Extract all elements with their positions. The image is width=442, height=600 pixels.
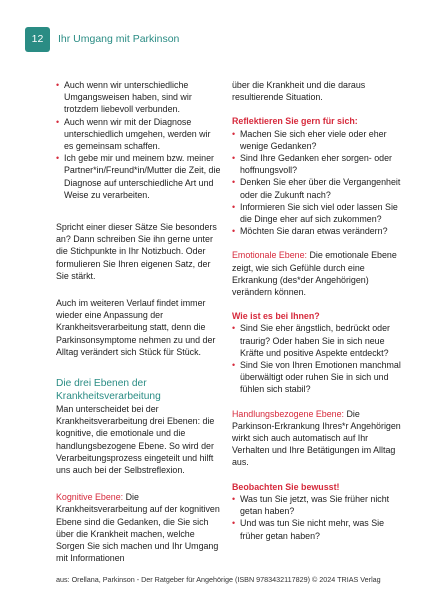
list-item: • Sind Sie von Ihren Emotionen manchmal überwältigt oder ruhen Sie in sich und fühlen sich stabil? bbox=[232, 359, 404, 396]
right-column bbox=[232, 79, 404, 542]
emotional-label: Emotionale Ebene: bbox=[232, 250, 307, 261]
section-title: Die drei Ebenen der Krankheitsverarbeitung bbox=[56, 378, 161, 402]
page-number: 12 bbox=[25, 27, 50, 52]
action-text: Die Parkinson-Erkrankung Ihres*r Angehörigen wirkt sich auch automatisch auf Ihr Verhalten und Ihre Betätigungen im Alltag aus. bbox=[232, 408, 401, 468]
list-item: • Sind Sie eher ängstlich, bedrückt oder traurig? Oder haben Sie in sich neue Kräfte und positive Aspekte entdeckt? bbox=[232, 322, 404, 359]
list-item: • Ich gebe mir und meinem bzw. meiner Partner*in/Freund*in/Mutter die Zeit, die Diagnose auf unterschiedliche Art und Weise zu verarbeiten. bbox=[56, 152, 222, 201]
reflect-list bbox=[232, 128, 404, 238]
list-item: • Und was tun Sie nicht mehr, was Sie früher getan haben? bbox=[232, 517, 404, 541]
paragraph bbox=[232, 408, 404, 469]
paragraph: über die Krankheit und die daraus resultierende Situation. bbox=[232, 80, 366, 103]
affirmation-list bbox=[56, 79, 222, 201]
paragraph: Man unterscheidet bei der Krankheitsverarbeitung drei Ebenen: die kognitive, die emotionale und die handlungsbezogene Ebene. So wird der Verarbeitungsprozess eingeteilt und hilft uns auch bei der Selbstreflexion. bbox=[56, 404, 215, 476]
action-label: Handlungsbezogene Ebene: bbox=[232, 408, 345, 419]
list-item: • Sind Ihre Gedanken eher sorgen- oder hoffnungsvoll? bbox=[232, 152, 404, 176]
list-item: • Auch wenn wir mit der Diagnose unterschiedlich umgehen, werden wir es gemeinsam schaffen. bbox=[56, 116, 222, 153]
emotional-text: Die emotionale Ebene zeigt, wie sich Gefühle durch eine Erkrankung (des*der Angehörigen) verändern können. bbox=[232, 250, 397, 298]
list-item: • Machen Sie sich eher viele oder eher wenige Gedanken? bbox=[232, 128, 404, 152]
paragraph: Auch im weiteren Verlauf findet immer wieder eine Anpassung der Krankheitsverarbeitung statt, denn die Parkinsonsymptome nehmen zu und der Alltag verändert sich Stück für Stück. bbox=[56, 298, 216, 357]
list-item: • Denken Sie eher über die Vergangenheit oder die Zukunft nach? bbox=[232, 176, 404, 200]
paragraph: Spricht einer dieser Sätze Sie besonders an? Dann schreiben Sie ihn gerne unter die Stichpunkte in Ihr Notizbuch. Oder formulieren Sie Ihren eigenen Satz, der Sie stärkt. bbox=[56, 222, 217, 281]
left-column bbox=[56, 79, 222, 565]
list-item: • Was tun Sie jetzt, was Sie früher nicht getan haben? bbox=[232, 493, 404, 517]
list-item: • Informieren Sie sich viel oder lassen Sie die Dinge eher auf sich zukommen? bbox=[232, 201, 404, 225]
running-title: Ihr Umgang mit Parkinson bbox=[58, 33, 180, 45]
observe-heading: Beobachten Sie bewusst! bbox=[232, 481, 340, 492]
cognitive-text: Die Krankheitsverarbeitung auf der kognitiven Ebene sind die Gedanken, die Sie sich über die Krankheit machen, welche Sorgen Sie sich machen und Ihr Umgang mit Informationen bbox=[56, 492, 220, 564]
list-item: • Möchten Sie daran etwas verändern? bbox=[232, 225, 404, 237]
paragraph bbox=[56, 491, 222, 564]
list-item: • Auch wenn wir unterschiedliche Umgangsweisen haben, sind wir trotzdem liebevoll verbunden. bbox=[56, 79, 222, 116]
observe-list bbox=[232, 493, 404, 542]
cognitive-label: Kognitive Ebene: bbox=[56, 492, 124, 503]
source-footer: aus: Orellana, Parkinson - Der Ratgeber für Angehörige (ISBN 9783432117829) © 2024 TRIAS Verlag bbox=[56, 575, 381, 584]
how-heading: Wie ist es bei Ihnen? bbox=[232, 311, 320, 322]
paragraph bbox=[232, 249, 404, 298]
how-list bbox=[232, 322, 404, 395]
reflect-heading: Reflektieren Sie gern für sich: bbox=[232, 116, 358, 127]
